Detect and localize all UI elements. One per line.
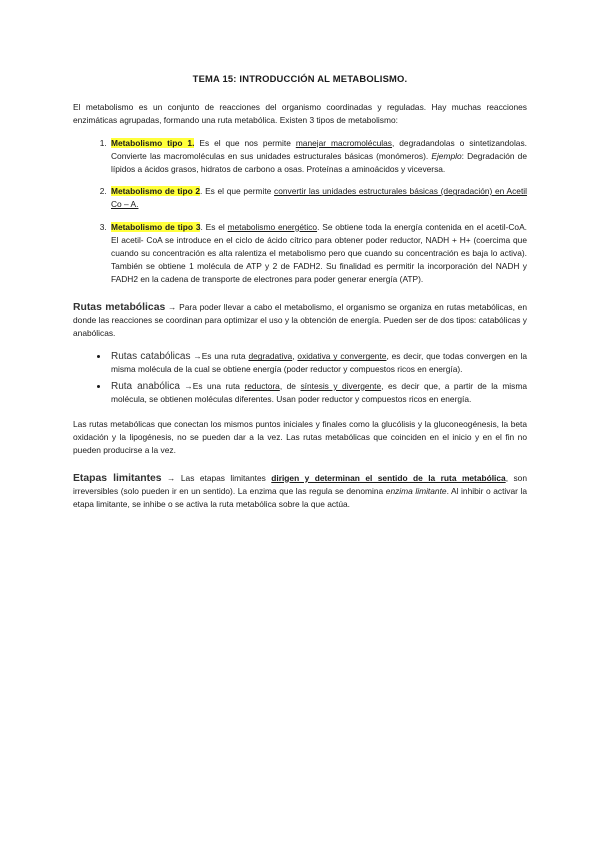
bullet-heading: Ruta anabólica <box>111 380 180 392</box>
bullet-heading: Rutas catabólicas <box>111 351 191 363</box>
underlined-term: metabolismo energético <box>227 221 318 232</box>
example-label: Ejemplo <box>431 150 462 161</box>
rutas-paragraph: Rutas metabólicas → Para poder llevar a cabo el metabolismo, el organismo se organiza en rutas metabólicas, en donde las reacciones se coordinan para optimizar el uso y la obtención de energía. Pueden ser de dos tipos: catabólicas y anabólicas. <box>73 301 527 339</box>
list-item: 1. Metabolismo tipo 1. Es el que nos permite manejar macromoléculas, degradandolas o sintetizandolas. Convierte las macromoléculas en sus unidades estructurales básicas (monómeros). Ejemplo: Degradación de lípidos a ácidos grasos, hidratos de carbono a osas. Proteínas a aminoácidos y viceversa. <box>109 137 527 177</box>
underlined-term: dirigen y determinan el sentido de la ruta metabólica <box>271 472 506 483</box>
list-item: 2. Metabolismo de tipo 2. Es el que permite convertir las unidades estructurales básicas (degradación) en Acetil Co – A. <box>109 185 527 211</box>
underlined-term: convertir las unidades estructurales básicas (degradación) en Acetil Co – A. <box>111 186 528 210</box>
section-heading: Rutas metabólicas <box>73 301 166 313</box>
arrow-icon: → <box>167 472 176 483</box>
type-3-label: Metabolismo de tipo 3 <box>111 221 201 232</box>
document-title: TEMA 15: INTRODUCCIÓN AL METABOLISMO. <box>192 73 408 84</box>
rutas-list <box>73 350 527 406</box>
section-heading: Etapas limitantes <box>73 472 162 484</box>
intro-paragraph: El metabolismo es un conjunto de reacciones del organismo coordinadas y reguladas. Hay muchas reacciones enzimáticas agrupadas, formando una ruta metabólica. Existen 3 tipos de metabolismo: <box>73 102 527 126</box>
arrow-icon: → <box>168 301 177 312</box>
list-item: • Ruta anabólica →Es una ruta reductora, de síntesis y divergente, es decir que, a partir de la misma molécula, se obtienen moléculas diferentes. Usan poder reductor y compuestos ricos en energía. <box>109 380 527 406</box>
body-paragraph: Las rutas metabólicas que conectan los mismos puntos iniciales y finales como la glucólisis y la gluconeogénesis, la beta oxidación y la lipogénesis, no se pueden dar a la vez. Las rutas metabólicas que coinciden en el inicio y en el fin no pueden producirse a la vez. <box>73 419 527 456</box>
metabolism-types-list <box>73 137 527 287</box>
type-1-label: Metabolismo tipo 1. <box>111 137 195 148</box>
list-item: • Rutas catabólicas →Es una ruta degradativa, oxidativa y convergente, es decir, que todas convergen en la misma molécula de la cual se obtiene energía (poder reductor y compuestos ricos en energía). <box>109 350 527 376</box>
italic-term: enzima limitante <box>385 485 447 496</box>
underlined-term: manejar macromoléculas <box>295 137 392 148</box>
etapas-paragraph: Etapas limitantes → Las etapas limitantes dirigen y determinan el sentido de la ruta metabólica, son irreversibles (solo pueden ir en un sentido). La enzima que las regula se denomina enzima limitante. Al inhibir o activar la etapa limitante, se inhibe o se activa la ruta metabólica sobre la que actúa. <box>73 472 527 510</box>
type-2-label: Metabolismo de tipo 2 <box>111 186 201 197</box>
list-item: 3. Metabolismo de tipo 3. Es el metabolismo energético. Se obtiene toda la energía contenida en el acetil-CoA. El acetil- CoA se introduce en el ciclo de ácido cítrico para obtener poder reductor, NADH + H+ (coercima que cuando su concentración es alta ralentiza el metabolismo pero que cuando su concentración es baja lo activa). También se obtiene 1 molécula de ATP y 2 de FADH2. Su finalidad es permitir la incorporación del NADH y FADH2 en la cadena de transporte de electrones para poder generar energía (ATP). <box>109 221 527 287</box>
